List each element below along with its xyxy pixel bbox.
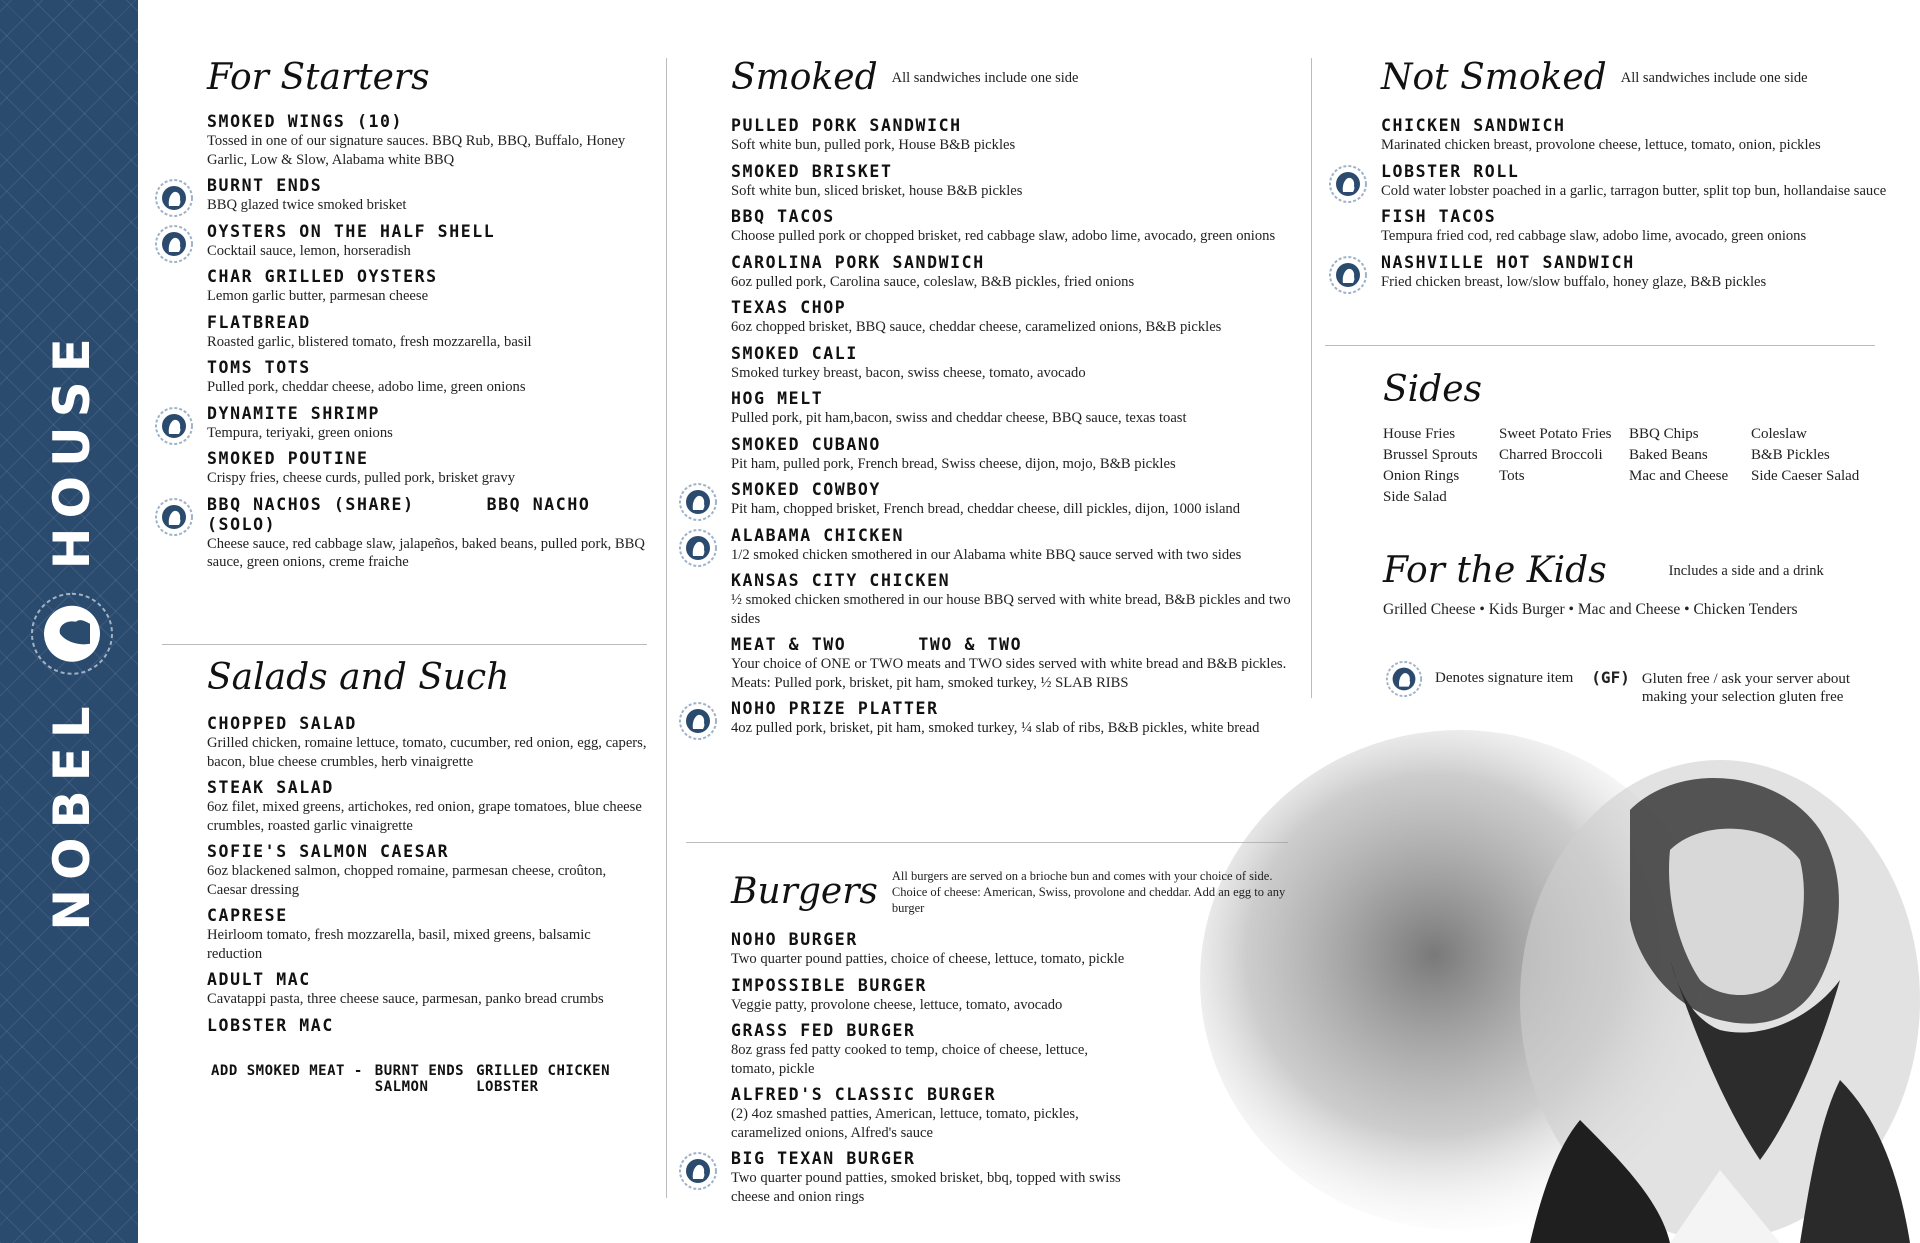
signature-icon: [678, 482, 718, 522]
menu-item-name: [207, 404, 647, 424]
burgers-note-line-1: All burgers are served on a brioche bun and comes with your choice of side.: [891, 869, 1273, 883]
menu-item-name-text: MEAT & TWO: [731, 635, 847, 654]
menu-item-description: Tossed in one of our signature sauces. BBQ Rub, BBQ, Buffalo, Honey Garlic, Low & Slow, Alabama white BBQ: [207, 133, 626, 168]
side-item: Side Caeser Salad: [1751, 468, 1860, 484]
not-smoked-note: All sandwiches include one side: [1620, 69, 1808, 86]
add-meat-label: ADD SMOKED MEAT -: [211, 1062, 363, 1079]
signature-icon: [154, 406, 194, 446]
menu-item-name-text: SMOKED COWBOY: [731, 480, 881, 499]
gf-legend-line-1: Gluten free / ask your server about: [1641, 671, 1851, 687]
menu-item: [731, 699, 1291, 738]
menu-item: [207, 778, 647, 835]
column-sides: [1383, 369, 1903, 506]
smoked-note: All sandwiches include one side: [891, 69, 1079, 86]
menu-item-name: [207, 112, 647, 132]
menu-item: [207, 176, 647, 215]
menu-item-name-text: CHICKEN SANDWICH: [1381, 116, 1566, 135]
signature-icon: [678, 1151, 718, 1191]
kids-header: [1383, 550, 1903, 591]
menu-item: [731, 162, 1291, 201]
menu-item: [731, 389, 1291, 428]
menu-item: [731, 930, 1131, 969]
column-divider: [1311, 58, 1312, 698]
menu-item-name: [731, 162, 1291, 182]
menu-item: [207, 449, 647, 488]
brand-name-left: NOBEL: [43, 697, 101, 931]
menu-item: [731, 435, 1291, 474]
kids-item: Chicken Tenders: [1693, 601, 1798, 618]
menu-item-name-text: NOHO BURGER: [731, 930, 858, 949]
menu-item-name-text: TOMS TOTS: [207, 358, 311, 377]
menu-item-name-text: BBQ TACOS: [731, 207, 835, 226]
column-divider: [666, 58, 667, 1198]
menu-item-name-text: TEXAS CHOP: [731, 298, 847, 317]
side-item: Onion Rings: [1383, 468, 1460, 484]
menu-item-description: Smoked turkey breast, bacon, swiss cheese, tomato, avocado: [731, 364, 1086, 381]
menu-item: [731, 1149, 1131, 1206]
menu-item-name: [731, 253, 1291, 273]
kids-title: For the Kids: [1383, 550, 1607, 591]
menu-item: [731, 1021, 1131, 1078]
menu-item-name-text: FISH TACOS: [1381, 207, 1497, 226]
menu-item: [1381, 253, 1901, 292]
menu-item: [731, 116, 1291, 155]
column-burgers: [731, 868, 1291, 1213]
add-meat-option: SALMON: [374, 1078, 429, 1095]
side-item: Sweet Potato Fries: [1499, 426, 1612, 442]
menu-item-description: Lemon garlic butter, parmesan cheese: [207, 288, 429, 304]
menu-item-description: Marinated chicken breast, provolone cheese, lettuce, tomato, onion, pickles: [1381, 137, 1821, 153]
signature-icon: [1328, 255, 1368, 295]
menu-item-description: Roasted garlic, blistered tomato, fresh mozzarella, basil: [207, 333, 532, 350]
add-meat-option: GRILLED CHICKEN: [476, 1062, 611, 1079]
menu-item-name: [731, 344, 1291, 364]
menu-item-name-text: OYSTERS ON THE HALF SHELL: [207, 221, 496, 241]
side-item: Mac and Cheese: [1629, 468, 1729, 484]
menu-item: [207, 267, 647, 306]
menu-item-name-text: ALFRED'S CLASSIC BURGER: [731, 1085, 997, 1104]
menu-item: [731, 571, 1291, 628]
menu-item-name-alt: TWO & TWO: [918, 635, 1023, 654]
menu-item: [207, 842, 647, 899]
side-item: Coleslaw: [1751, 426, 1807, 442]
add-meat-options-2: [476, 1063, 610, 1095]
menu-item-description: (2) 4oz smashed patties, American, lettuce, tomato, pickles, caramelized onions, Alfred's sauce: [731, 1106, 1079, 1141]
menu-item-description: Your choice of ONE or TWO meats and TWO sides served with white bread and B&B pickles. Meats: Pulled pork, brisket, pit ham, smoked turkey, ½ SLAB RIBS: [731, 656, 1287, 691]
menu-item-description: Heirloom tomato, fresh mozzarella, basil, mixed greens, balsamic reduction: [207, 927, 591, 962]
menu-item-description: Soft white bun, pulled pork, House B&B pickles: [731, 137, 1016, 153]
menu-item-description: Cheese sauce, red cabbage slaw, jalapeños, baked beans, pulled pork, BBQ sauce, green onions, creme fraiche: [207, 535, 645, 570]
salads-list: [207, 714, 647, 1036]
add-smoked-meat: [207, 1063, 647, 1095]
burgers-header: [731, 868, 1291, 916]
menu-item-name-text: IMPOSSIBLE BURGER: [731, 975, 928, 995]
kids-item: Mac and Cheese: [1577, 601, 1681, 618]
menu-item-name-text: CAROLINA PORK SANDWICH: [731, 252, 985, 272]
menu-item: [731, 1085, 1131, 1142]
side-item: Side Salad: [1383, 489, 1447, 505]
menu-item-name-text: CAPRESE: [207, 906, 288, 925]
menu-item: [731, 976, 1131, 1015]
side-item: Tots: [1499, 468, 1525, 484]
menu-item-name: [731, 571, 1291, 591]
brand-band: [0, 0, 138, 1243]
menu-item-name-text: PULLED PORK SANDWICH: [731, 116, 962, 135]
menu-item: [731, 207, 1291, 246]
menu-item-name: [731, 298, 1291, 318]
column-smoked: [731, 57, 1291, 745]
menu-item-name: [207, 778, 647, 798]
menu-item-description: Pit ham, pulled pork, French bread, Swiss cheese, dijon, mojo, B&B pickles: [731, 455, 1176, 472]
menu-item-name-text: BURNT ENDS: [207, 176, 323, 195]
menu-item-description: 6oz chopped brisket, BBQ sauce, cheddar cheese, caramelized onions, B&B pickles: [731, 319, 1222, 335]
menu-item-name: [731, 389, 1291, 409]
menu-item-description: 1/2 smoked chicken smothered in our Alabama white BBQ sauce served with two sides: [731, 546, 1242, 563]
section-divider: [162, 644, 647, 645]
menu-item: [731, 253, 1291, 292]
menu-item: [207, 1016, 647, 1036]
menu-item: [731, 344, 1291, 383]
side-item: House Fries: [1383, 426, 1456, 442]
kids-list: [1383, 601, 1903, 619]
menu-item: [207, 906, 647, 963]
menu-item: [207, 313, 647, 352]
column-salads: [207, 657, 647, 1095]
menu-item-name-text: LOBSTER MAC: [207, 1015, 334, 1035]
menu-item-description: 6oz filet, mixed greens, artichokes, red onion, grape tomatoes, blue cheese crumbles, roasted garlic vinaigrette: [207, 799, 642, 834]
menu-item-description: 8oz grass fed patty cooked to temp, choice of cheese, lettuce, tomato, pickle: [731, 1042, 1088, 1077]
menu-item-name-text: STEAK SALAD: [207, 778, 334, 797]
brand-name-right: HOUSE: [43, 329, 101, 570]
menu-item-description: Grilled chicken, romaine lettuce, tomato, cucumber, red onion, egg, capers, bacon, blue cheese crumbles, herb vinaigrette: [207, 735, 647, 770]
section-divider: [686, 842, 1288, 843]
menu-item-name: [207, 313, 647, 333]
menu-item: [1381, 162, 1901, 201]
menu-item-name-alt: BBQ NACHO (SOLO): [207, 494, 591, 534]
sides-header: [1383, 369, 1903, 410]
gf-label: (GF): [1591, 668, 1630, 687]
column-not-smoked: [1381, 57, 1901, 298]
menu-item: [731, 526, 1291, 565]
menu-item-name: [207, 1016, 647, 1036]
menu-item-name: [731, 526, 1291, 546]
menu-item-name: [207, 358, 647, 378]
starters-header: [207, 57, 647, 98]
menu-item-name-text: HOG MELT: [731, 389, 824, 408]
signature-icon: [678, 701, 718, 741]
menu-item: [207, 714, 647, 771]
menu-item-description: ½ smoked chicken smothered in our house BBQ served with white bread, B&B pickles and two sides: [731, 592, 1291, 627]
starters-list: [207, 112, 647, 572]
menu-item-description: 6oz pulled pork, Carolina sauce, coleslaw, B&B pickles, fried onions: [731, 273, 1135, 290]
menu-item-name-text: SMOKED BRISKET: [731, 161, 893, 181]
salads-header: [207, 657, 647, 698]
add-meat-option: BURNT ENDS: [374, 1062, 465, 1079]
menu-item-name: [731, 1085, 1131, 1105]
menu-item-description: Crispy fries, cheese curds, pulled pork, brisket gravy: [207, 470, 516, 486]
menu-item-name: [207, 842, 647, 862]
menu-item-description: Cocktail sauce, lemon, horseradish: [207, 242, 411, 259]
bullet-separator: •: [1564, 601, 1578, 618]
menu-item-description: Fried chicken breast, low/slow buffalo, honey glaze, B&B pickles: [1381, 273, 1767, 290]
signature-icon: [154, 224, 194, 264]
menu-item-description: Cavatappi pasta, three cheese sauce, parmesan, panko bread crumbs: [207, 991, 604, 1007]
add-meat-options-1: [375, 1063, 464, 1095]
smoked-header: [731, 57, 1291, 98]
side-item: Baked Beans: [1629, 447, 1708, 463]
menu-item: [731, 635, 1291, 692]
menu-item-name: [1381, 116, 1901, 136]
menu-item-name: [207, 714, 647, 734]
column-starters: [207, 57, 647, 579]
menu-item-name: [1381, 253, 1901, 273]
add-meat-option: LOBSTER: [476, 1078, 539, 1095]
menu-item-name-text: CHAR GRILLED OYSTERS: [207, 267, 438, 286]
kids-item: Grilled Cheese: [1383, 601, 1476, 618]
menu-item-name-text: KANSAS CITY CHICKEN: [731, 571, 951, 590]
burgers-list: [731, 930, 1131, 1206]
side-item: Charred Broccoli: [1499, 447, 1603, 463]
menu-item-name: [731, 435, 1291, 455]
menu-item: [207, 222, 647, 261]
smoked-list: [731, 116, 1291, 738]
menu-item-description: Tempura, teriyaki, green onions: [207, 424, 393, 441]
sides-grid: [1383, 426, 1903, 506]
menu-item-description: Pulled pork, pit ham,bacon, swiss and cheddar cheese, BBQ sauce, texas toast: [731, 410, 1187, 426]
signature-icon: [678, 528, 718, 568]
menu-item-name-text: SOFIE'S SALMON CAESAR: [207, 842, 450, 861]
menu-item-description: Pulled pork, cheddar cheese, adobo lime, green onions: [207, 379, 526, 395]
menu-item: [207, 495, 647, 572]
menu-item-name: [207, 176, 647, 196]
menu-item-description: Soft white bun, sliced brisket, house B&B pickles: [731, 182, 1023, 199]
menu-item-name: [207, 449, 647, 469]
menu-item-name: [207, 222, 647, 242]
menu-item-description: 4oz pulled pork, brisket, pit ham, smoked turkey, ¼ slab of ribs, B&B pickles, white bread: [731, 720, 1260, 736]
menu-item-name: [731, 1021, 1131, 1041]
menu-item-name-text: ALABAMA CHICKEN: [731, 525, 905, 545]
menu-item: [1381, 207, 1901, 246]
kids-item: Kids Burger: [1488, 601, 1565, 618]
signature-legend-text: Denotes signature item: [1435, 670, 1574, 686]
menu-item-description: BBQ glazed twice smoked brisket: [207, 197, 407, 213]
menu-item-name-text: BBQ NACHOS (SHARE): [207, 494, 415, 514]
sides-title: Sides: [1383, 369, 1482, 410]
menu-item-name-text: GRASS FED BURGER: [731, 1021, 916, 1040]
portrait-illustration: [1200, 700, 1920, 1243]
menu-item: [207, 404, 647, 443]
menu-item-name-text: LOBSTER ROLL: [1381, 161, 1520, 181]
burgers-note: [892, 868, 1291, 916]
menu-item-name: [731, 699, 1291, 719]
menu-item-name: [207, 970, 647, 990]
smoked-title: Smoked: [731, 57, 878, 98]
bullet-separator: •: [1475, 601, 1489, 618]
menu-item-description: Pit ham, chopped brisket, French bread, cheddar cheese, dill pickles, dijon, 1000 island: [731, 501, 1241, 517]
menu-item-name-text: SMOKED CALI: [731, 343, 858, 363]
bullet-separator: •: [1680, 601, 1694, 618]
menu-item-description: Two quarter pound patties, smoked brisket, bbq, topped with swiss cheese and onion rings: [731, 1170, 1121, 1205]
menu-item-name-text: ADULT MAC: [207, 970, 311, 989]
column-kids: [1383, 550, 1903, 619]
menu-item-name: [1381, 162, 1901, 182]
menu-item-name: [731, 480, 1291, 500]
side-item: BBQ Chips: [1629, 426, 1699, 442]
kids-note: Includes a side and a drink: [1668, 562, 1824, 579]
not-smoked-list: [1381, 116, 1901, 291]
menu-item-name-text: FLATBREAD: [207, 312, 311, 332]
legend: [1385, 660, 1905, 706]
menu-item-name: [731, 116, 1291, 136]
menu-item-name-text: NASHVILLE HOT SANDWICH: [1381, 252, 1635, 272]
starters-title: For Starters: [207, 57, 430, 98]
menu-item-name: [207, 906, 647, 926]
menu-item-description: Cold water lobster poached in a garlic, tarragon butter, split top bun, hollandaise sauce: [1381, 182, 1887, 199]
not-smoked-title: Not Smoked: [1381, 57, 1607, 98]
signature-icon: [154, 178, 194, 218]
menu-item-name-text: SMOKED WINGS (10): [207, 112, 404, 131]
menu-item-name-text: CHOPPED SALAD: [207, 714, 357, 733]
menu-item-description: Two quarter pound patties, choice of cheese, lettuce, tomato, pickle: [731, 951, 1125, 967]
laurel-portrait-icon: [30, 591, 114, 675]
menu-item: [207, 112, 647, 169]
menu-item-description: Veggie patty, provolone cheese, lettuce, tomato, avocado: [731, 996, 1063, 1013]
menu-item: [731, 480, 1291, 519]
signature-icon: [1328, 164, 1368, 204]
not-smoked-header: [1381, 57, 1901, 98]
signature-icon: [1385, 660, 1423, 698]
burgers-title: Burgers: [731, 871, 878, 912]
menu-item: [731, 298, 1291, 337]
side-item: Brussel Sprouts: [1383, 447, 1478, 463]
signature-icon: [154, 497, 194, 537]
menu-item-name: [731, 930, 1131, 950]
menu-item-name-text: SMOKED POUTINE: [207, 449, 369, 468]
menu-item-name-text: DYNAMITE SHRIMP: [207, 403, 381, 423]
menu-item-description: 6oz blackened salmon, chopped romaine, parmesan cheese, croûton, Caesar dressing: [207, 863, 607, 898]
menu-item-name-text: BIG TEXAN BURGER: [731, 1149, 916, 1168]
menu-item-name: [1381, 207, 1901, 227]
section-divider: [1325, 345, 1875, 346]
salads-title: Salads and Such: [207, 657, 510, 698]
menu-item: [207, 970, 647, 1009]
burgers-note-line-2: Choice of cheese: American, Swiss, provolone and cheddar. Add an egg to any burger: [891, 885, 1286, 915]
menu-item-name: [731, 1149, 1131, 1169]
menu-item-name: [731, 635, 1291, 655]
menu-item: [207, 358, 647, 397]
menu-item-description: Choose pulled pork or chopped brisket, red cabbage slaw, adobo lime, avocado, green onions: [731, 228, 1276, 244]
brand-logo-lockup: [30, 329, 114, 931]
menu-item-name: [731, 976, 1131, 996]
side-item: B&B Pickles: [1751, 447, 1830, 463]
menu-item-name: [207, 495, 647, 535]
menu-item-name-text: SMOKED CUBANO: [731, 434, 881, 454]
menu-item-name: [731, 207, 1291, 227]
menu-item-name: [207, 267, 647, 287]
menu-item-name-text: NOHO PRIZE PLATTER: [731, 699, 939, 718]
menu-item-description: Tempura fried cod, red cabbage slaw, adobo lime, avocado, green onions: [1381, 228, 1807, 244]
menu-item: [1381, 116, 1901, 155]
gf-legend-line-2: making your selection gluten free: [1641, 689, 1844, 705]
gf-legend-text: [1642, 670, 1850, 706]
